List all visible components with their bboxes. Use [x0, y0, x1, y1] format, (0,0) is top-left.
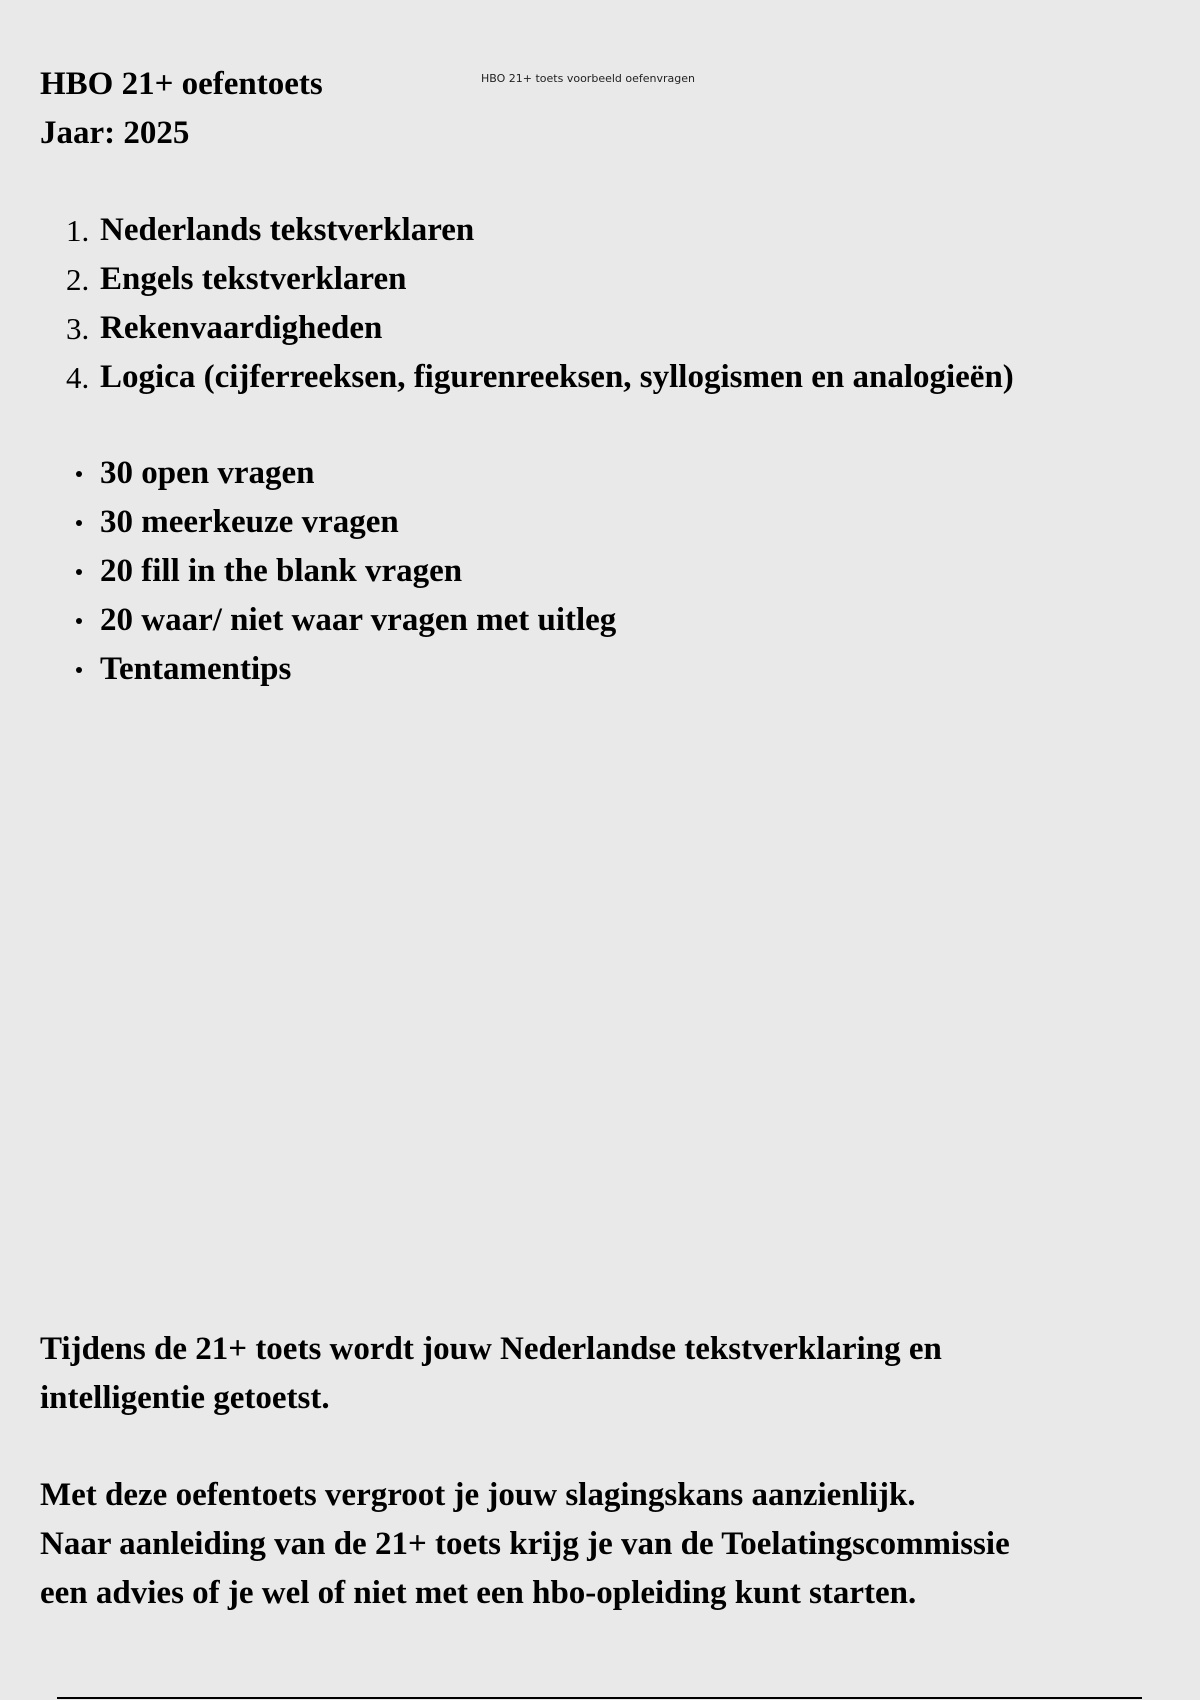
bullet-dot-icon — [76, 569, 82, 575]
list-item-label: Engels tekstverklaren — [100, 261, 407, 297]
intro-paragraph-line: intelligentie getoetst. — [40, 1380, 330, 1416]
list-number: 4. — [66, 360, 90, 395]
list-number: 3. — [66, 311, 90, 346]
bullet-item-label: 30 open vragen — [100, 455, 315, 491]
list-item-label: Logica (cijferreeksen, figurenreeksen, syllogismen en analogieën) — [100, 359, 1014, 395]
list-item-label: Rekenvaardigheden — [100, 310, 383, 346]
bullet-item-label: 20 waar/ niet waar vragen met uitleg — [100, 602, 617, 638]
bullet-dot-icon — [76, 471, 82, 477]
advice-paragraph-line: Naar aanleiding van de 21+ toets krijg je van de Toelatingscommissie — [40, 1526, 1010, 1562]
bullet-item-label: Tentamentips — [100, 651, 292, 687]
intro-paragraph-line: Tijdens de 21+ toets wordt jouw Nederlandse tekstverklaring en — [40, 1331, 942, 1367]
bullet-dot-icon — [76, 520, 82, 526]
header-note: HBO 21+ toets voorbeeld oefenvragen — [481, 72, 695, 85]
bullet-dot-icon — [76, 667, 82, 673]
advice-paragraph-line: een advies of je wel of niet met een hbo-opleiding kunt starten. — [40, 1575, 917, 1611]
bullet-item-label: 20 fill in the blank vragen — [100, 553, 463, 589]
bullet-item-label: 30 meerkeuze vragen — [100, 504, 399, 540]
list-item-label: Nederlands tekstverklaren — [100, 212, 475, 248]
year-label: Jaar: 2025 — [40, 115, 190, 151]
advice-paragraph-line: Met deze oefentoets vergroot je jouw slagingskans aanzienlijk. — [40, 1477, 916, 1513]
footer-divider — [57, 1697, 1142, 1699]
list-number: 2. — [66, 262, 90, 297]
page-title: HBO 21+ oefentoets — [40, 66, 323, 102]
list-number: 1. — [66, 213, 90, 248]
bullet-dot-icon — [76, 618, 82, 624]
